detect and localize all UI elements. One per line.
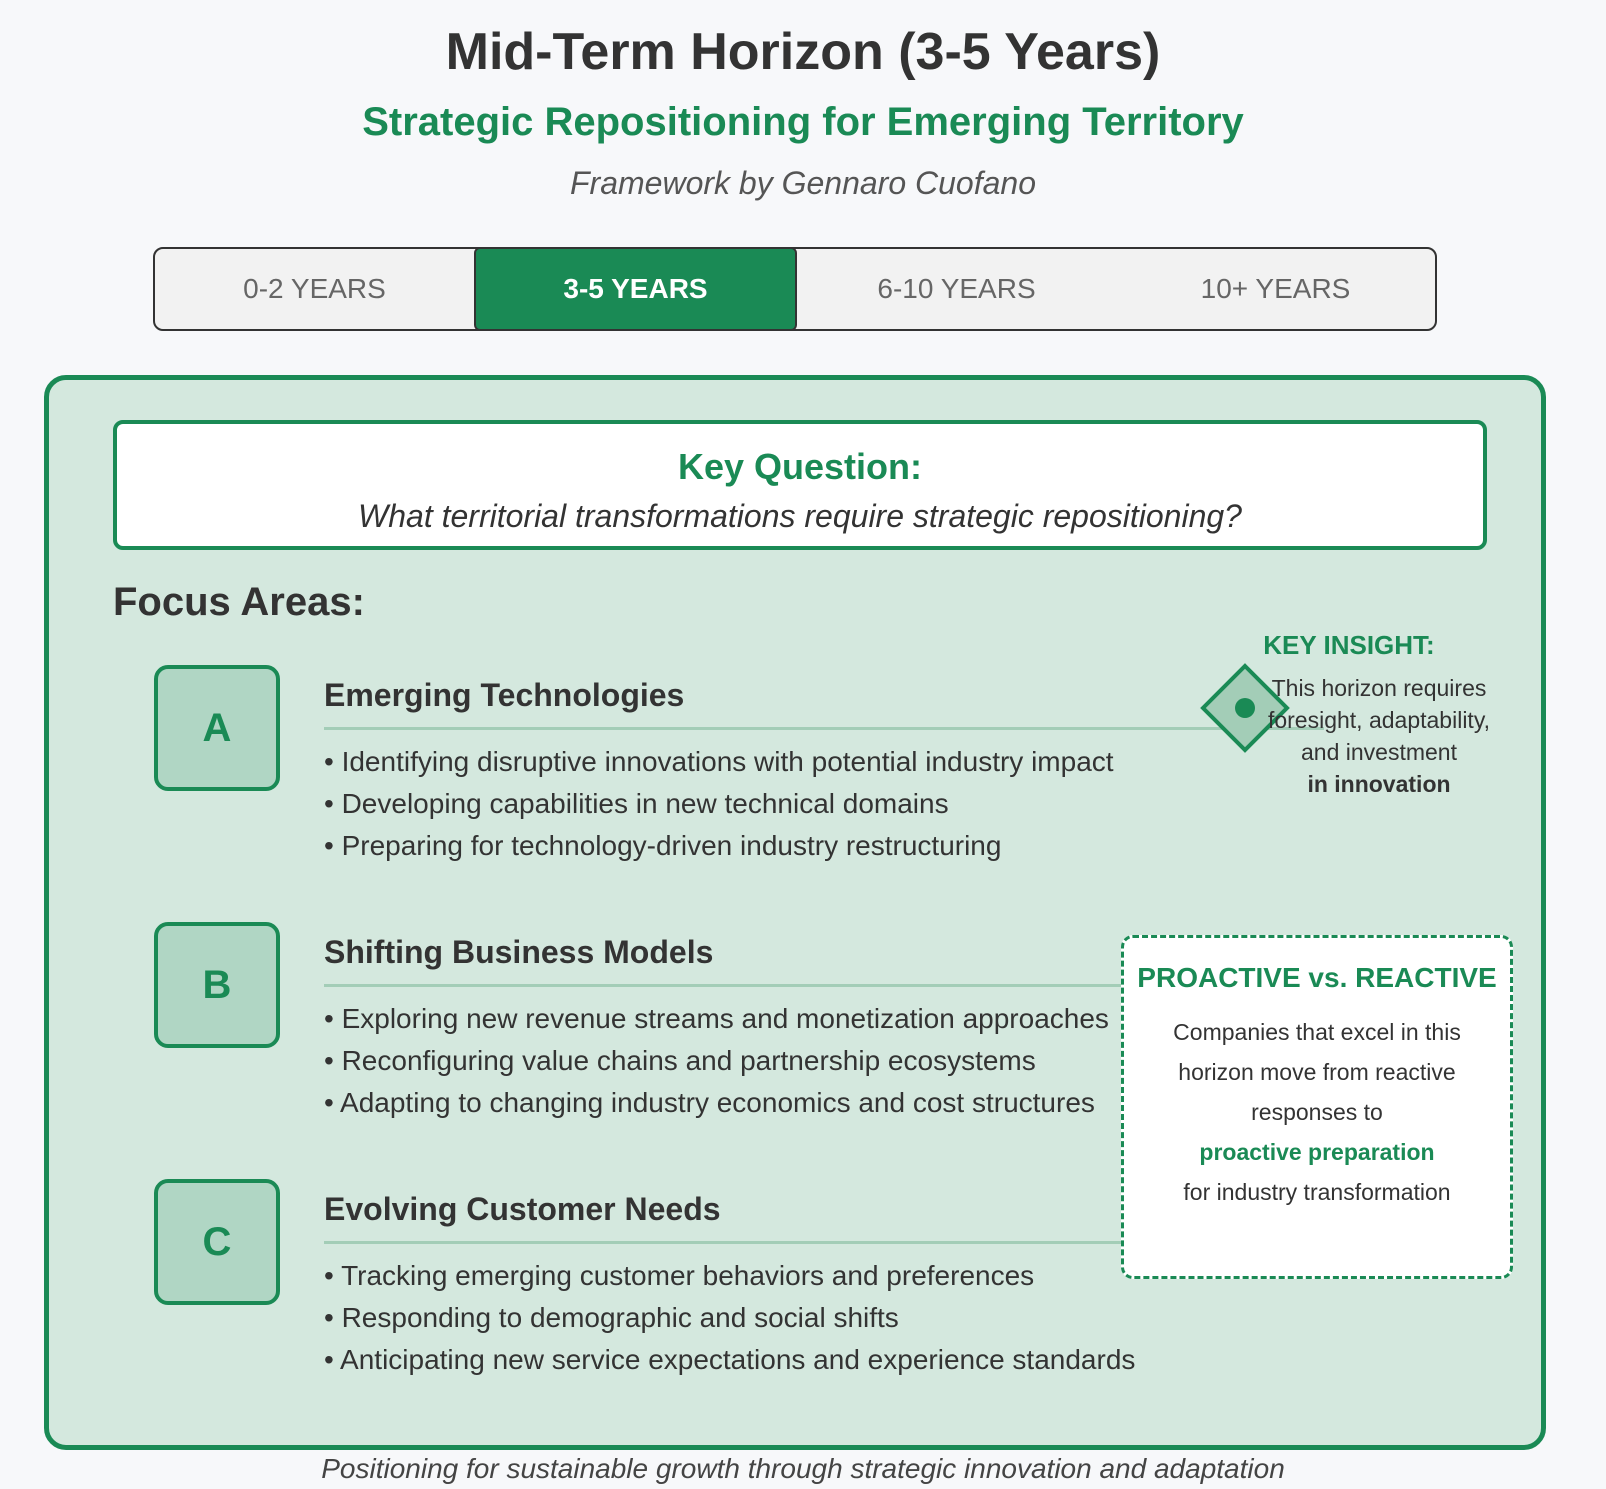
tab-0-2-years[interactable]: 0-2 YEARS bbox=[243, 273, 386, 304]
proactive-reactive-body bbox=[1124, 1012, 1510, 1212]
proactive-reactive-box bbox=[1121, 935, 1513, 1279]
area-items-a bbox=[324, 741, 1114, 867]
list-item: • Preparing for technology-driven industry restructuring bbox=[324, 830, 1002, 861]
area-items-c bbox=[324, 1255, 1135, 1381]
area-title-b: Shifting Business Models bbox=[324, 934, 714, 970]
key-question-title: Key Question: bbox=[677, 446, 923, 487]
proactive-reactive-title: PROACTIVE vs. REACTIVE bbox=[1137, 962, 1497, 993]
horizon-panel bbox=[44, 375, 1546, 1450]
proactive-text-after: for industry transformation bbox=[1183, 1179, 1451, 1205]
key-insight-emphasis: in innovation bbox=[1307, 771, 1451, 797]
area-divider bbox=[324, 727, 1324, 730]
list-item: • Identifying disruptive innovations with potential industry impact bbox=[324, 746, 1114, 777]
list-item: • Anticipating new service expectations and experience standards bbox=[324, 1344, 1136, 1375]
proactive-text-before: Companies that excel in this horizon move from reactive responses to bbox=[1173, 1019, 1461, 1125]
key-question-text: What territorial transformations require strategic repositioning? bbox=[358, 498, 1242, 534]
timeline-tabs bbox=[153, 247, 1437, 331]
key-insight-text: This horizon requires foresight, adaptability, and investment bbox=[1267, 675, 1491, 765]
tab-3-5-years[interactable]: 3-5 YEARS bbox=[474, 247, 797, 331]
list-item: • Reconfiguring value chains and partnership ecosystems bbox=[324, 1045, 1036, 1076]
key-question-box bbox=[113, 420, 1487, 550]
area-title-c: Evolving Customer Needs bbox=[324, 1191, 721, 1227]
area-badge-c: C bbox=[154, 1179, 280, 1305]
key-insight-title: KEY INSIGHT: bbox=[1263, 630, 1435, 660]
page-title: Mid-Term Horizon (3-5 Years) bbox=[445, 23, 1161, 81]
area-title-a: Emerging Technologies bbox=[324, 677, 685, 713]
list-item: • Developing capabilities in new technical domains bbox=[324, 788, 949, 819]
tab-6-10-years[interactable]: 6-10 YEARS bbox=[877, 273, 1036, 304]
list-item: • Adapting to changing industry economics and cost structures bbox=[324, 1087, 1095, 1118]
list-item: • Exploring new revenue streams and monetization approaches bbox=[324, 1003, 1109, 1034]
list-item: • Responding to demographic and social shifts bbox=[324, 1302, 899, 1333]
proactive-emphasis: proactive preparation bbox=[1199, 1139, 1435, 1165]
focus-areas-heading: Focus Areas: bbox=[113, 580, 365, 624]
key-insight-body bbox=[1249, 672, 1509, 800]
byline: Framework by Gennaro Cuofano bbox=[570, 165, 1036, 201]
area-badge-a: A bbox=[154, 665, 280, 791]
area-items-b bbox=[324, 998, 1109, 1124]
footer-tagline: Positioning for sustainable growth through strategic innovation and adaptation bbox=[321, 1453, 1285, 1484]
page-subtitle: Strategic Repositioning for Emerging Territory bbox=[362, 100, 1244, 144]
area-badge-b: B bbox=[154, 922, 280, 1048]
tab-10-plus-years[interactable]: 10+ YEARS bbox=[1200, 273, 1351, 304]
list-item: • Tracking emerging customer behaviors and preferences bbox=[324, 1260, 1035, 1291]
